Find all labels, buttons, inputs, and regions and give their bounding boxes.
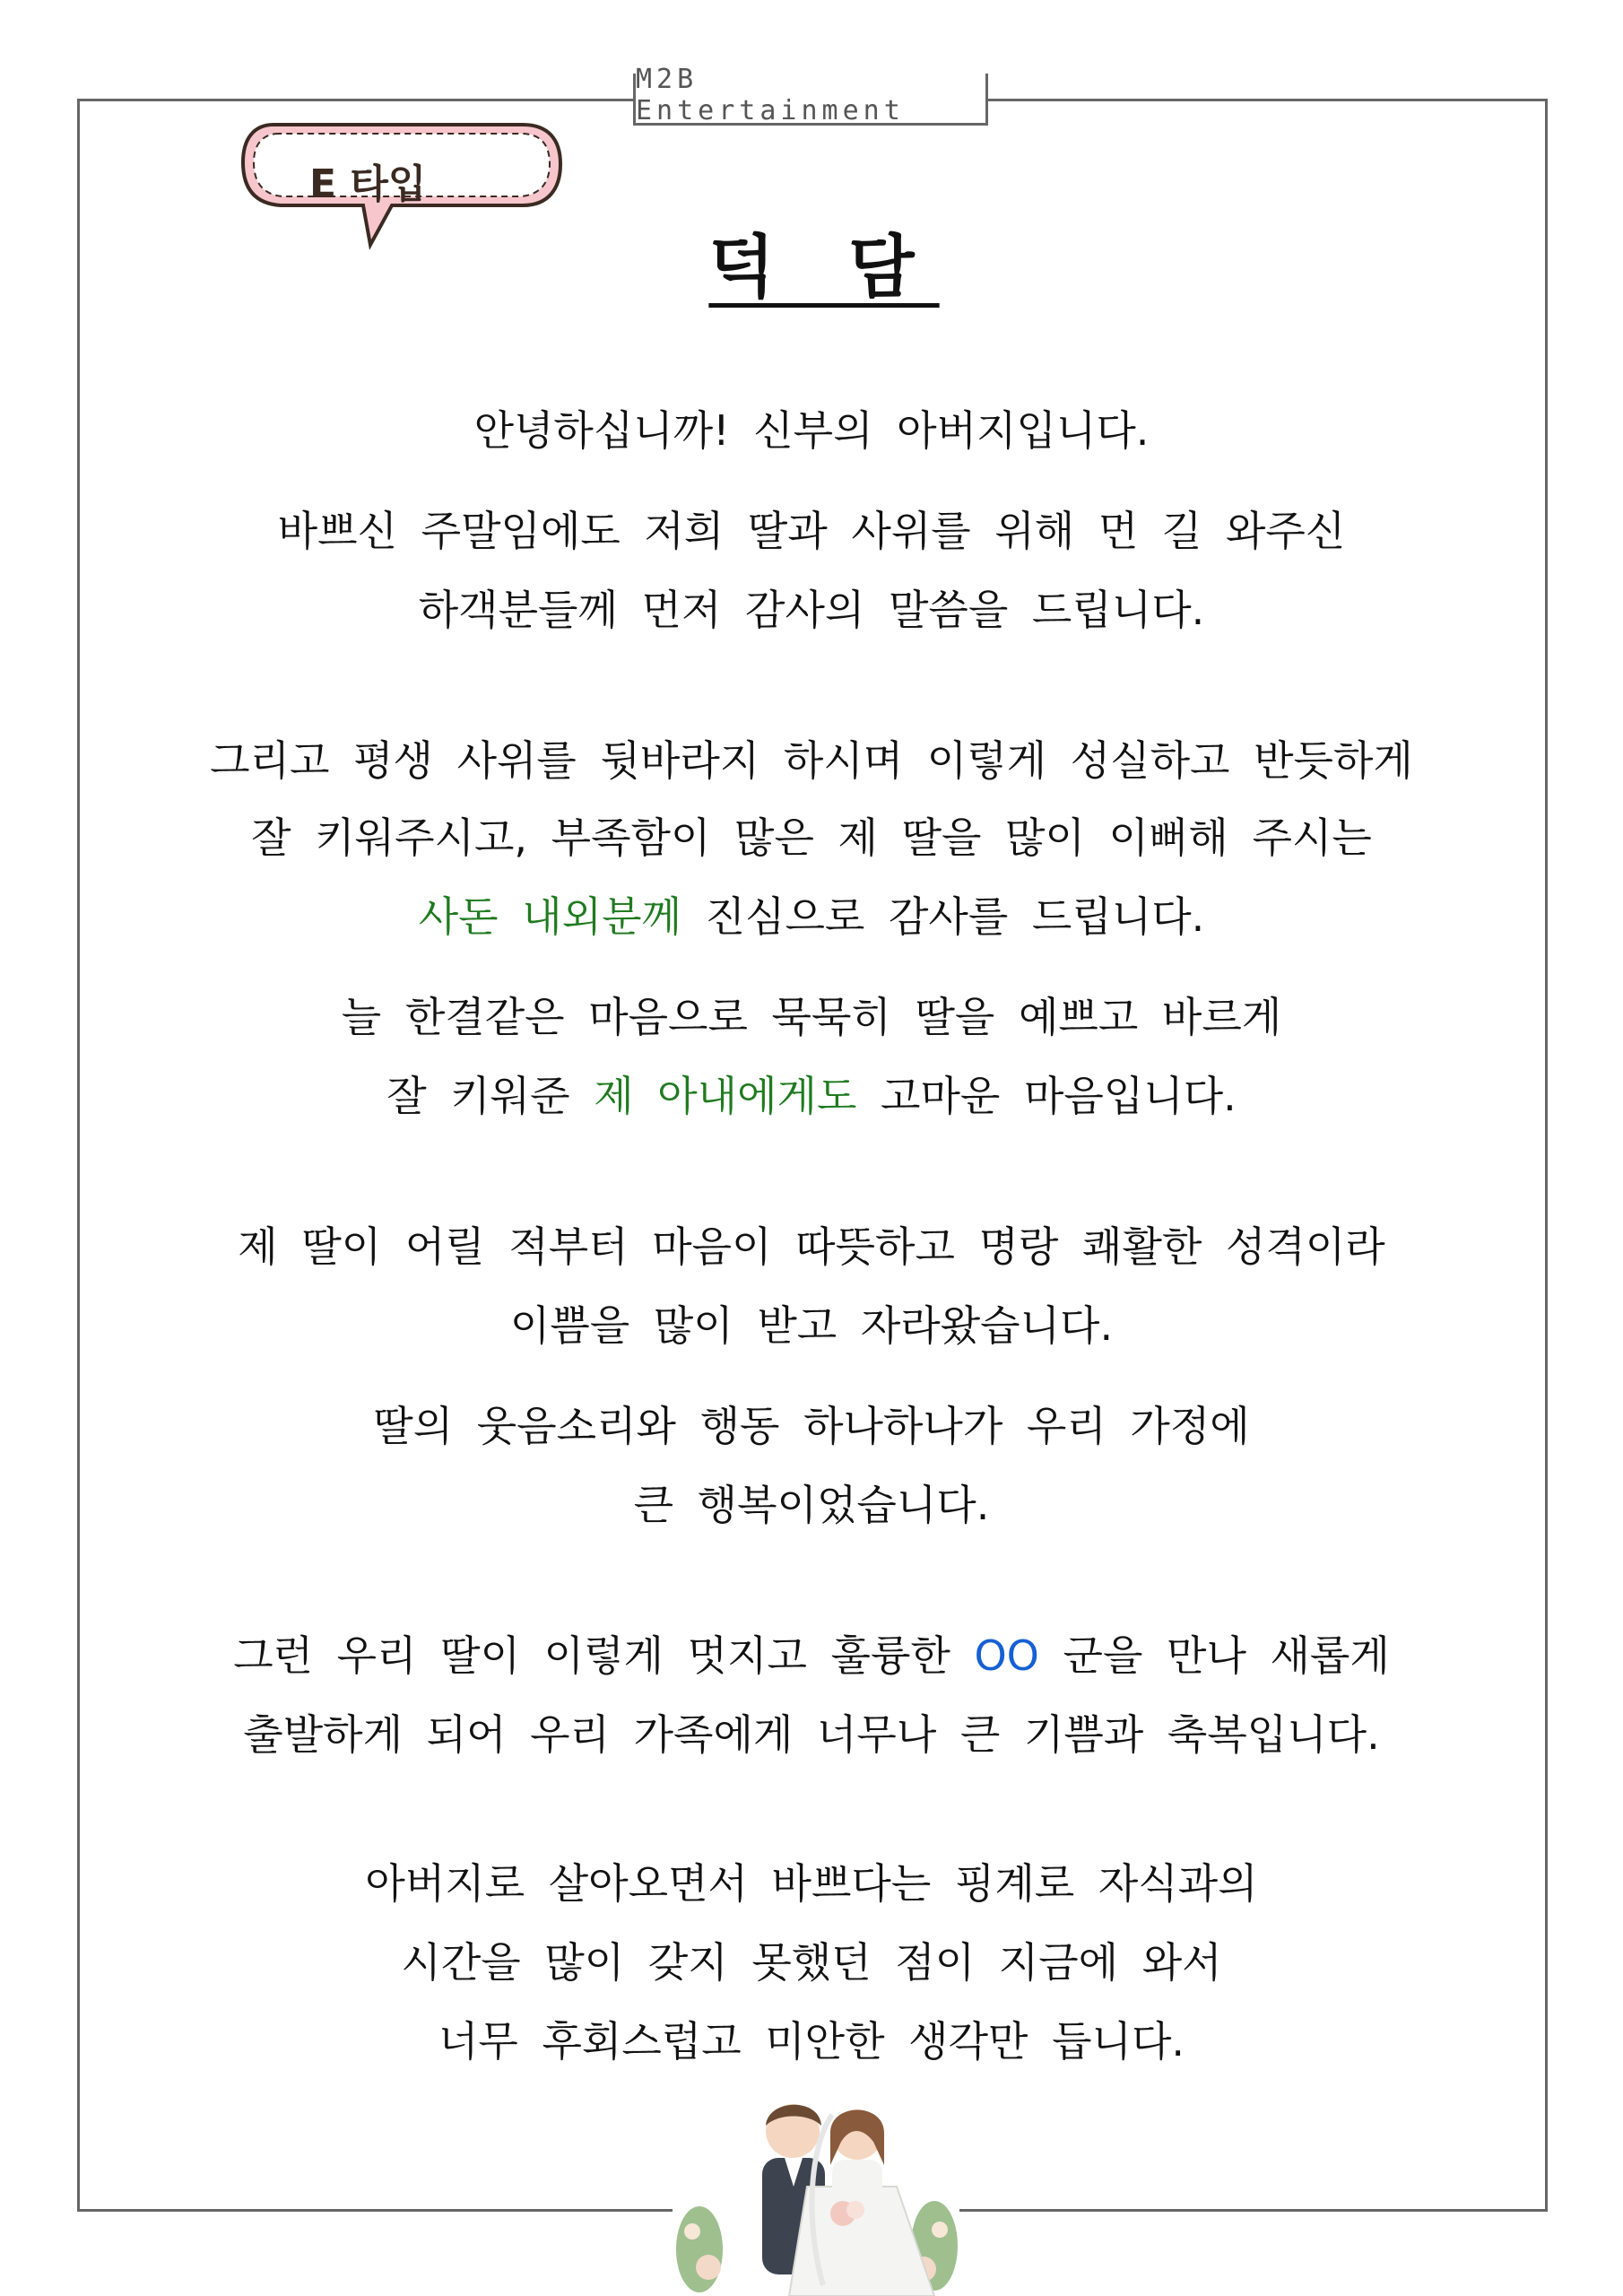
- speech-line: 늘 한결같은 마음으로 묵묵히 딸을 예쁘고 바르게: [341, 993, 1282, 1041]
- speech-line: 하객분들께 먼저 감사의 말씀을 드립니다.: [418, 586, 1205, 634]
- speech-line: 제 딸이 어릴 적부터 마음이 따뜻하고 명랑 쾌활한 성격이라: [238, 1222, 1385, 1271]
- page-title: 덕 담: [708, 227, 940, 307]
- highlight-groom-name: OO: [974, 1631, 1039, 1680]
- speech-line: 그리고 평생 사위를 뒷바라지 하시며 이렇게 성실하고 반듯하게: [210, 736, 1413, 785]
- speech-line: 사돈 내외분께 진심으로 감사를 드립니다.: [418, 892, 1205, 941]
- speech-line: 딸의 웃음소리와 행동 하나하나가 우리 가정에: [373, 1402, 1250, 1450]
- speech-line: 이쁨을 많이 받고 자라왔습니다.: [509, 1301, 1114, 1350]
- speech-line: 바쁘신 주말임에도 저희 딸과 사위를 위해 먼 길 와주신: [277, 507, 1346, 555]
- speech-line: 시간을 많이 갖지 못했던 점이 지금에 와서: [401, 1938, 1222, 1987]
- brand-name: M2B Entertainment: [636, 63, 905, 126]
- speech-line: 잘 키워주시고, 부족함이 많은 제 딸을 많이 이뻐해 주시는: [251, 813, 1372, 862]
- brand-tab: [633, 63, 988, 126]
- type-label: E 타입: [309, 161, 427, 207]
- highlight-wife: 제 아내에게도: [594, 1072, 857, 1120]
- highlight-in-laws: 사돈 내외분께: [418, 892, 681, 941]
- speech-line: 너무 후회스럽고 미안한 생각만 듭니다.: [438, 2017, 1185, 2066]
- speech-line: 아버지로 살아오면서 바쁘다는 핑계로 자식과의: [365, 1859, 1258, 1908]
- speech-line: 큰 행복이었습니다.: [633, 1481, 990, 1529]
- speech-line: 잘 키워준 제 아내에게도 고마운 마음입니다.: [386, 1072, 1237, 1120]
- speech-line: 출발하게 되어 우리 가족에게 너무나 큰 기쁨과 축복입니다.: [243, 1710, 1380, 1759]
- speech-line: 그런 우리 딸이 이렇게 멋지고 훌륭한 OO 군을 만나 새롭게: [233, 1631, 1390, 1680]
- greeting-line: 안녕하십니까! 신부의 아버지입니다.: [473, 406, 1150, 455]
- wedding-couple-icon: [673, 2079, 959, 2296]
